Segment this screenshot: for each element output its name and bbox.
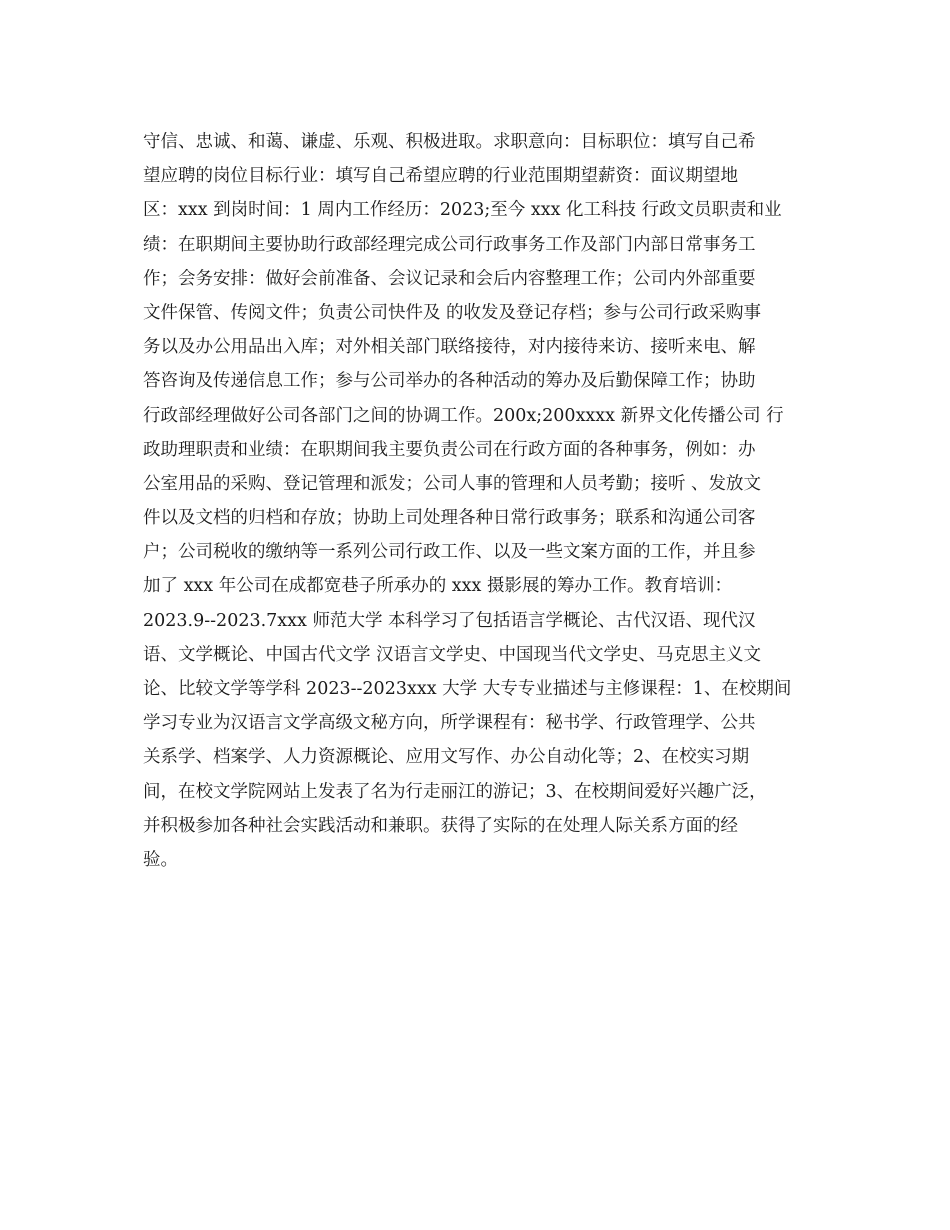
text-line: 验。 — [143, 849, 178, 870]
text-line: 件以及文档的归档和存放；协助上司处理各种日常行政事务；联系和沟通公司客 — [143, 508, 756, 529]
text-line: 文件保管、传阅文件；负责公司快件及 的收发及登记存档；参与公司行政采购事 — [143, 302, 762, 323]
text-line: 务以及办公用品出入库；对外相关部门联络接待，对内接待来访、接听来电、解 — [143, 337, 756, 358]
text-line: 加了 xxx 年公司在成都宽巷子所承办的 xxx 摄影展的筹办工作。教育培训： — [143, 576, 732, 597]
text-line: 论、比较文学等学科 2023--2023xxx 大学 大专专业描述与主修课程：1、在校期间 — [143, 679, 792, 699]
text-line: 行政部经理做好公司各部门之间的协调工作。200x;200xxxx 新界文化传播公司 行 — [143, 405, 784, 426]
text-line: 户；公司税收的缴纳等一系列公司行政工作、以及一些文案方面的工作，并且参 — [143, 542, 756, 563]
text-line: 语、文学概论、中国古代文学 汉语言文学史、中国现当代文学史、马克思主义文 — [143, 644, 762, 665]
text-line: 并积极参加各种社会实践活动和兼职。获得了实际的在处理人际关系方面的经 — [143, 815, 738, 836]
text-line: 望应聘的岗位目标行业：填写自己希望应聘的行业范围期望薪资：面议期望地 — [143, 166, 738, 187]
text-line: 2023.9--2023.7xxx 师范大学 本科学习了包括语言学概论、古代汉语、现代汉 — [143, 610, 756, 631]
body-text — [143, 125, 823, 877]
text-line: 政助理职责和业绩：在职期间我主要负责公司在行政方面的各种事务，例如：办 — [143, 439, 756, 460]
text-line: 作；会务安排：做好会前准备、会议记录和会后内容整理工作；公司内外部重要 — [143, 268, 756, 289]
text-line: 学习专业为汉语言文学高级文秘方向，所学课程有：秘书学、行政管理学、公共 — [143, 713, 756, 734]
text-line: 绩：在职期间主要协助行政部经理完成公司行政事务工作及部门内部日常事务工 — [143, 234, 756, 255]
text-line: 守信、忠诚、和蔼、谦虚、乐观、积极进取。求职意向：目标职位：填写自己希 — [143, 132, 756, 152]
text-line: 区：xxx 到岗时间：1 周内工作经历：2023;至今 xxx 化工科技 行政文员职责和业 — [143, 200, 782, 221]
text-line: 答咨询及传递信息工作；参与公司举办的各种活动的筹办及后勤保障工作；协助 — [143, 371, 756, 392]
text-line: 关系学、档案学、人力资源概论、应用文写作、办公自动化等；2、在校实习期 — [143, 747, 750, 768]
text-line: 间，在校文学院网站上发表了名为行走丽江的游记；3、在校期间爱好兴趣广泛， — [143, 781, 767, 802]
text-line: 公室用品的采购、登记管理和派发；公司人事的管理和人员考勤；接听 、发放文 — [143, 473, 762, 494]
